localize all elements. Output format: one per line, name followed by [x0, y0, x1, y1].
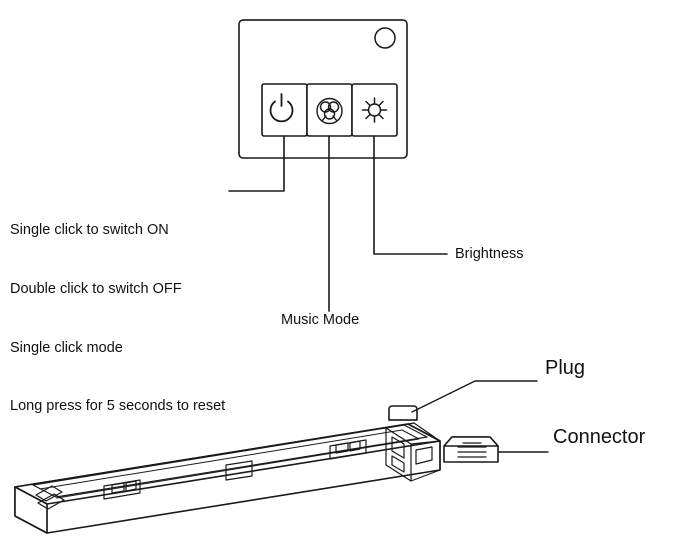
leader-line-plug [412, 381, 537, 412]
instruction-line-1: Single click to switch ON [10, 222, 169, 239]
instruction-line-4: Long press for 5 seconds to reset [10, 398, 226, 415]
connector-part [444, 437, 498, 462]
remote-instructions-label [10, 182, 225, 456]
instruction-line-2: Double click to switch OFF [10, 280, 182, 297]
plug-label: Plug [545, 357, 586, 379]
leader-lines-remote [229, 136, 447, 311]
instruction-line-3: Single click mode [10, 339, 123, 356]
music-mode-label: Music Mode [281, 312, 360, 328]
led-indicator-icon [375, 28, 395, 48]
connector-label: Connector [553, 426, 646, 448]
plug-part [389, 406, 417, 420]
brightness-label: Brightness [455, 246, 524, 262]
